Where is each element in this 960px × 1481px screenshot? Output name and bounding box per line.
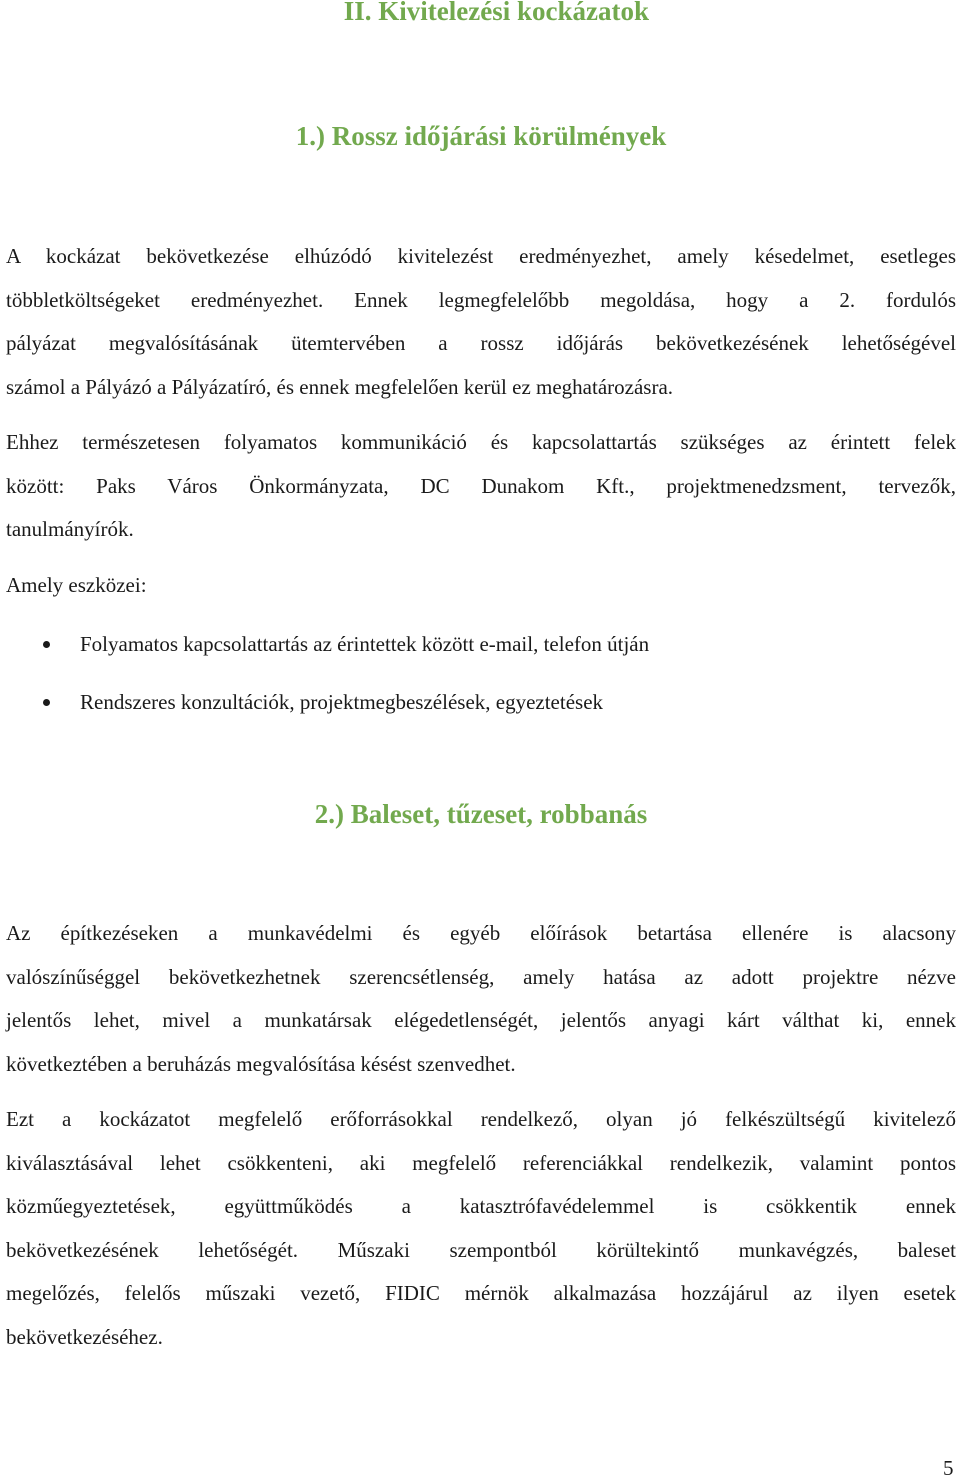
paragraph-line: jelentős lehet, mivel a munkatársak elégedetlenségét, jelentős anyagi kárt válthat ki, ennek (6, 1008, 956, 1032)
paragraph-line: Az építkezéseken a munkavédelmi és egyéb előírások betartása ellenére is alacsony (6, 921, 956, 945)
paragraph-line: tanulmányírók. (6, 517, 134, 541)
list-item-text: Rendszeres konzultációk, projektmegbeszélések, egyeztetések (80, 690, 604, 714)
paragraph-1-3 (6, 564, 956, 608)
paragraph-2-2 (6, 1098, 956, 1359)
paragraph-line: bekövetkezésének lehetőségét. Műszaki szempontból körültekintő munkavégzés, baleset (6, 1237, 956, 1262)
paragraph-line: többletköltségeket eredményezhet. Ennek legmegfelelőbb megoldása, hogy a 2. fordulós (6, 287, 956, 312)
section-title: II. Kivitelezési kockázatok (343, 0, 649, 26)
list-item (6, 629, 956, 687)
page-number: 5 (943, 1456, 954, 1480)
paragraph-1-2 (6, 421, 956, 552)
paragraph-line: A kockázat bekövetkezése elhúzódó kivitelezést eredményezhet, amely késedelmet, esetleges (6, 244, 956, 268)
paragraph-line: kiválasztásával lehet csökkenteni, aki megfelelő referenciákkal rendelkezik, valamint pontos (6, 1150, 956, 1175)
paragraph-line: megelőzés, felelős műszaki vezető, FIDIC mérnök alkalmazása hozzájárul az ilyen esetek (6, 1281, 956, 1305)
paragraph-1-1 (6, 235, 956, 409)
paragraph-line: közműegyeztetések, együttműködés a katasztrófavédelemmel is csökkentik ennek (6, 1194, 956, 1218)
paragraph-line: valószínűséggel bekövetkezhetnek szerencsétlenség, amely hatása az adott projektre nézve (6, 964, 956, 989)
list-item (6, 687, 956, 745)
paragraph-2-1 (6, 912, 956, 1086)
bullet-icon (43, 699, 50, 706)
bullet-icon (43, 641, 50, 648)
list-item-text: Folyamatos kapcsolattartás az érintettek között e-mail, telefon útján (80, 632, 650, 656)
paragraph-line: között: Paks Város Önkormányzata, DC Dunakom Kft., projektmenedzsment, tervezők, (6, 473, 956, 498)
paragraph-line: pályázat megvalósításának ütemtervében a rossz időjárás bekövetkezésének lehetőségével (6, 331, 956, 355)
bullet-list (6, 629, 956, 745)
paragraph-line: bekövetkezéséhez. (6, 1324, 163, 1349)
paragraph-line: számol a Pályázó a Pályázatíró, és ennek megfelelően kerül ez meghatározásra. (6, 374, 674, 399)
paragraph-line: Ezt a kockázatot megfelelő erőforrásokkal rendelkező, olyan jó felkészültségű kivitelező (6, 1107, 956, 1131)
paragraph-line: következtében a beruházás megvalósítása késést szenvedhet. (6, 1051, 516, 1076)
subsection-heading-1: 1.) Rossz időjárási körülmények (295, 121, 667, 151)
subsection-heading-2: 2.) Baleset, tűzeset, robbanás (314, 799, 648, 829)
paragraph-line: Amely eszközei: (6, 573, 147, 597)
paragraph-line: Ehhez természetesen folyamatos kommunikáció és kapcsolattartás szükséges az érintett felek (6, 430, 956, 454)
